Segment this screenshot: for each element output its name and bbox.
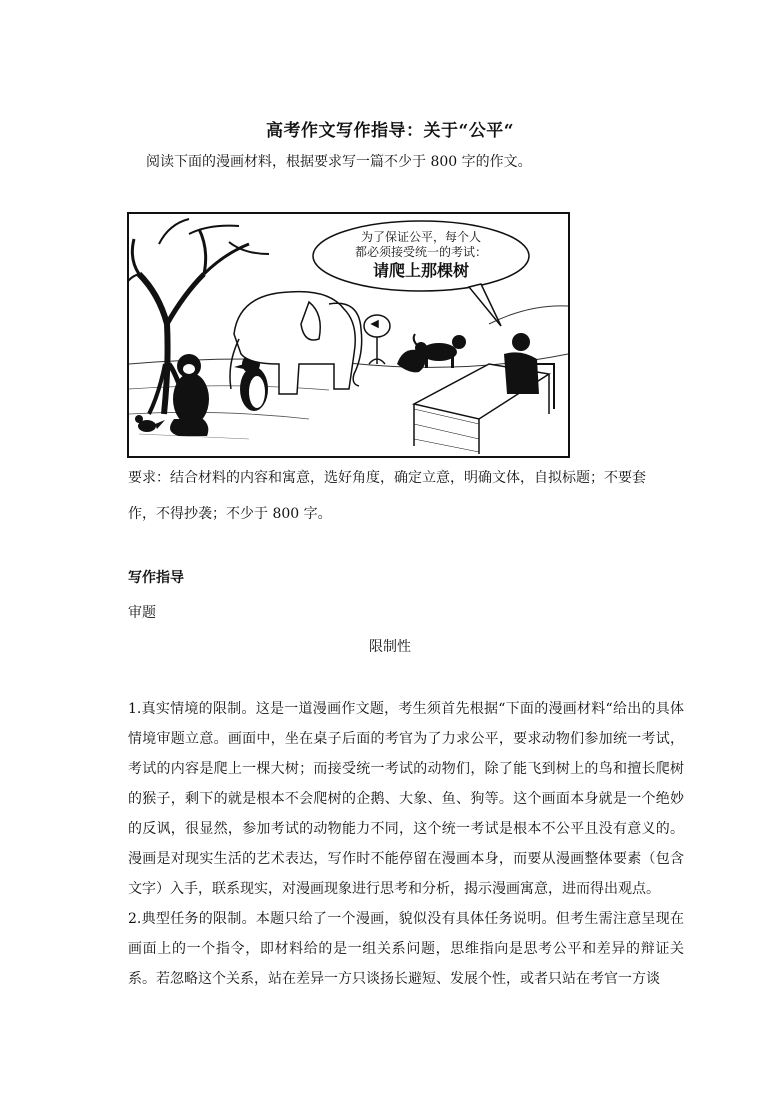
bubble-line-2: 都必须接受统一的考试： bbox=[354, 245, 488, 259]
requirement-line-1: 要求：结合材料的内容和寓意，选好角度，确定立意，明确文体，自拟标题；不要套 bbox=[128, 470, 646, 486]
paragraph-1 bbox=[128, 664, 684, 904]
seal-drawing bbox=[397, 342, 427, 372]
paragraph-1-text: 1.真实情境的限制。这是一道漫画作文题，考生须首先根据“下面的漫画材料“给出的具体情境审题立意。画面中，坐在桌子后面的考官为了力求公平，要求动物们参加统一考试，考试的内容是爬上一棵大树；而接受统一考试的动物们，除了能飞到树上的鸟和擅长爬树的猴子，剩下的就是根本不会爬树的企鹅、大象、鱼、狗等。这个画面本身就是一个绝妙的反讽，很显然，参加考试的动物能力不同，这个统一考试是根本不公平且没有意义的。漫画是对现实生活的艺术表达，写作时不能停留在漫画本身，而要从漫画整体要素（包含文字）入手，联系现实，对漫画现象进行思考和分析，揭示漫画寓意，进而得出观点。 bbox=[128, 701, 684, 897]
intro-text: 阅读下面的漫画材料，根据要求写一篇不少于 800 字的作文。 bbox=[146, 154, 532, 170]
requirement-line-2: 作，不得抄袭；不少于 800 字。 bbox=[128, 506, 332, 522]
bubble-line-3: 请爬上那棵树 bbox=[372, 261, 470, 280]
bubble-line-1: 为了保证公平，每个人 bbox=[360, 230, 482, 244]
cartoon-image bbox=[127, 212, 570, 458]
fishbowl-drawing bbox=[364, 315, 390, 364]
page-title: 高考作文写作指导：关于“公平“ bbox=[265, 121, 515, 141]
paragraph-2 bbox=[128, 904, 684, 994]
section-label: 审题 bbox=[128, 605, 156, 621]
crow-drawing bbox=[135, 415, 165, 432]
monkey-drawing bbox=[170, 354, 209, 436]
paragraph-2-text: 2.典型任务的限制。本题只给了一个漫画，貌似没有具体任务说明。但考生需注意呈现在画面上的一个指令，即材料给的是一组关系问题，思维指向是思考公平和差异的辩证关系。若忽略这个关系，站在差异一方只谈扬长避短、发展个性，或者只站在考官一方谈 bbox=[128, 911, 684, 987]
guide-heading: 写作指导 bbox=[128, 570, 184, 586]
subsection-title: 限制性 bbox=[369, 639, 411, 655]
